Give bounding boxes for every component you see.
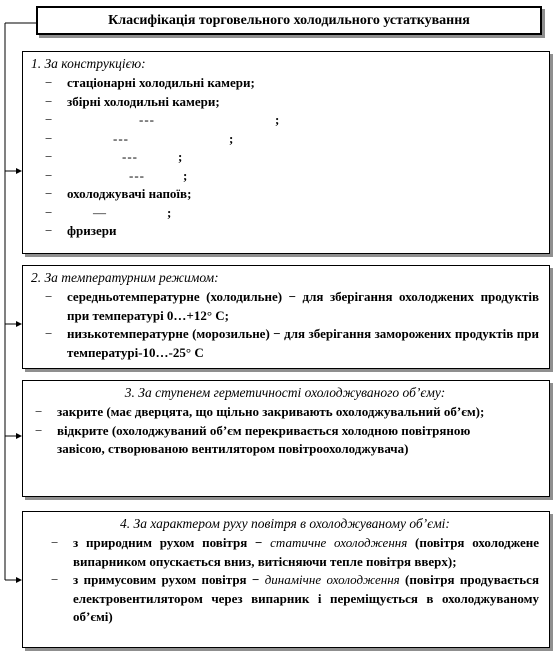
section-heading: 2. За температурним режимом: bbox=[31, 270, 219, 285]
section-heading: 4. За характером руху повітря в охолоджуваному об’ємі: bbox=[120, 516, 450, 531]
section-construction bbox=[22, 51, 550, 254]
list-item: − --- ; bbox=[45, 130, 234, 146]
list-item: − середньотемпературне (холодильне) − для зберігання охолоджених продуктів при температурі 0…+12° С; bbox=[45, 289, 539, 323]
list-item: − закрите (має дверцята, що щільно закривають охолоджувальний об’єм); bbox=[35, 404, 485, 419]
list-item: − з природним рухом повітря − статичне охолодження (повітря охолоджене випарником опускається вниз, витісняючи тепле повітря вверх); bbox=[51, 535, 539, 569]
section-heading: 1. За конструкцією: bbox=[31, 56, 146, 71]
list-item: − фризери bbox=[45, 223, 117, 238]
list-item: − відкрите (охолоджуваний об’єм перекривається холодною повітряною завісою, створюваною вентилятором повітроохолоджувача) bbox=[35, 422, 471, 456]
list-item: − охолоджувачі напоїв; bbox=[45, 186, 192, 201]
list-item: − збірні холодильні камери; bbox=[45, 93, 220, 109]
title-box bbox=[36, 6, 542, 35]
list-item: − — ; bbox=[45, 204, 172, 220]
section-air-movement bbox=[22, 511, 550, 648]
list-item: − низькотемпературне (морозильне) − для зберігання заморожених продуктів при температурі-10…-25° С bbox=[45, 326, 539, 360]
list-item: − --- ; bbox=[45, 112, 280, 127]
list-item: − --- ; bbox=[45, 167, 188, 183]
list-item: − стаціонарні холодильні камери; bbox=[45, 75, 255, 90]
list-item: − з примусовим рухом повітря − динамічне охолодження (повітря продувається електровентилятором через випарник і переміщується в охолоджуваному об’ємі) bbox=[51, 572, 539, 624]
list-item: − --- ; bbox=[45, 149, 183, 164]
section-temperature bbox=[22, 265, 550, 369]
section-hermeticity bbox=[22, 380, 550, 497]
diagram-title: Класифікація торговельного холодильного устаткування bbox=[108, 12, 470, 28]
section-heading: 3. За ступенем герметичності охолоджуваного об’єму: bbox=[124, 385, 446, 400]
